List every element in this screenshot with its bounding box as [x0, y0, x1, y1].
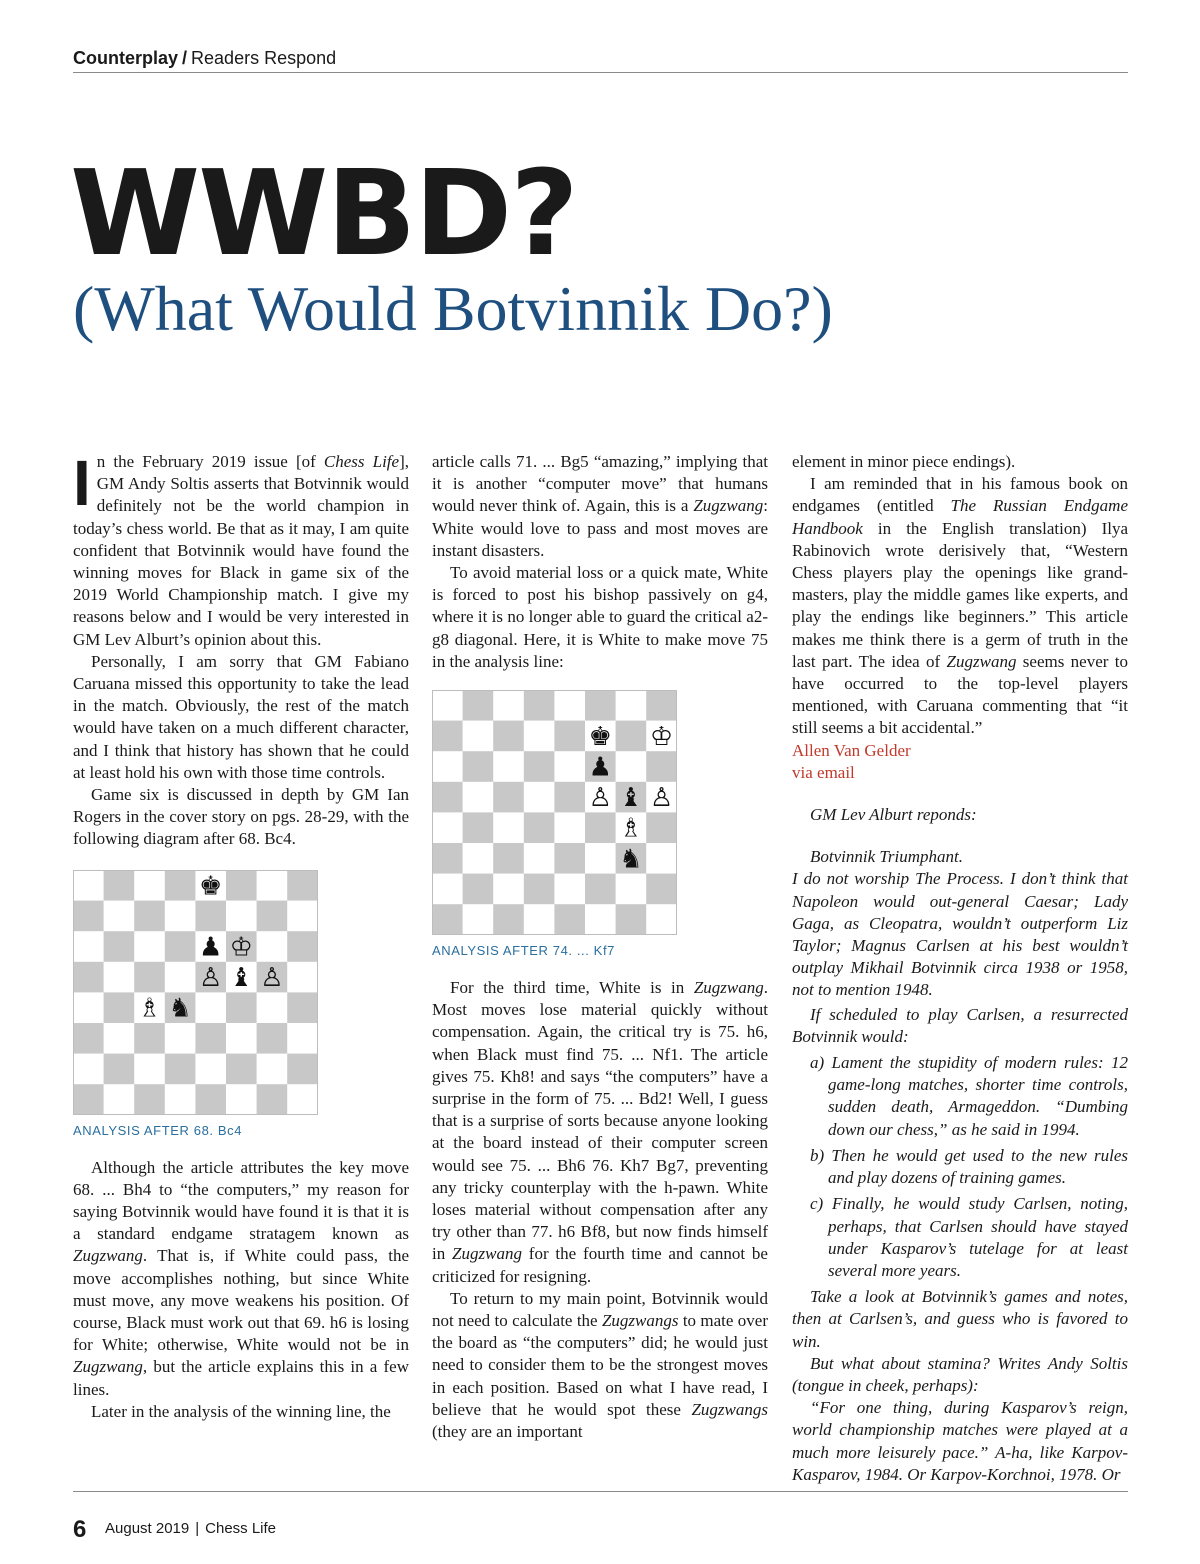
- board-square: [524, 812, 555, 843]
- board-square: [165, 961, 196, 992]
- board-square: [104, 870, 135, 901]
- board-square: [104, 931, 135, 962]
- running-header: [73, 46, 1128, 73]
- board-square: [646, 904, 677, 935]
- letter-source: via email: [792, 762, 855, 782]
- board-square: [195, 1053, 226, 1084]
- board-square: [134, 931, 165, 962]
- board-square: [165, 1023, 196, 1054]
- chess-piece: ♟: [588, 752, 612, 783]
- page-footer: [73, 1491, 1128, 1543]
- board-square: [432, 721, 463, 752]
- text-run: I am reminded that in his famous book on endgames (entitled: [792, 474, 1128, 516]
- chess-piece: ♗: [619, 813, 643, 844]
- chess-piece: ♚: [199, 870, 223, 901]
- chess-piece: ♙: [260, 962, 284, 993]
- board-square: [195, 1084, 226, 1115]
- board-square: [463, 690, 494, 721]
- reply-paragraph: “For one thing, during Kasparov’s reign, world championship matches were played at a much more leisurely pace.” A-ha, like Karpov-Kasparov, 1984. Or Karpov-Korchnoi, 1978. Or: [792, 1398, 1128, 1484]
- diagram-caption: ANALYSIS AFTER 74. ... Kf7: [432, 943, 615, 959]
- letter-paragraph: To avoid material loss or a quick mate, White is forced to post his bishop passively on g4, where it is no longer able to guard the critical a2-g8 diagonal. Here, it is White to make move 75 in the analysis line:: [432, 563, 768, 671]
- text-run: (they are an important: [432, 1422, 583, 1442]
- reply-heading: GM Lev Alburt reponds:: [810, 805, 977, 825]
- text-run: . Most moves lose material quickly without compensation. Again, the critical try is 75. h6, when Black must find 75. ... Nf1. The article gives 75. Kh8! and says “the computers” have a surprise in the form of 75. ... Bd2! Well, I guess that is a surprise of sorts because anyone looking at the board instead of their computer screen would see 75. ... Bh6 76. Kh7 Bg7, preventing any tricky counterplay with the h-pawn. White loses material without compensation after any try other than 77. h6 Bf8, but now finds himself in: [432, 978, 768, 1264]
- text-run: to mate over the board as “the computers” did; he would just need to consider them to be the strongest moves in each position. Based on what I have read, I believe that he would spot these: [432, 1311, 768, 1419]
- term: Zugzwang: [452, 1244, 522, 1264]
- drop-cap: I: [73, 447, 91, 519]
- chess-piece: ♞: [168, 993, 192, 1024]
- board-square: [134, 1053, 165, 1084]
- text-run: . That is, if White could pass, the move accomplishes nothing, but since White must move, any move weakens his position. Of course, Black must work out that 69. h6 is losing for White; otherwise, White would not be in: [73, 1246, 409, 1355]
- board-square: [493, 690, 524, 721]
- board-square: [463, 874, 494, 905]
- board-square: [432, 874, 463, 905]
- board-square: [226, 1023, 257, 1054]
- letter-author: Allen Van Gelder: [792, 740, 911, 760]
- board-square: [257, 992, 288, 1023]
- text-run: for the fourth time and cannot be criticized for resigning.: [432, 1244, 768, 1286]
- board-square: [104, 900, 135, 931]
- text-run: n the February 2019 issue [of: [96, 452, 324, 471]
- board-square: [524, 690, 555, 721]
- board-square: [73, 1084, 104, 1115]
- board-square: [524, 721, 555, 752]
- board-square: [554, 812, 585, 843]
- term: Zugzwang: [693, 496, 764, 516]
- article-title: WWBD?: [70, 144, 577, 282]
- book-title: The Russian Endgame Handbook: [792, 496, 1129, 538]
- board-square: [616, 751, 647, 782]
- board-square: [257, 870, 288, 901]
- board-square: [646, 690, 677, 721]
- letter-paragraph: [432, 451, 768, 562]
- board-square: [585, 904, 616, 935]
- board-square: [73, 961, 104, 992]
- board-square: [646, 874, 677, 905]
- board-square: [165, 870, 196, 901]
- text-run: , but the article explains this in a few lines.: [73, 1357, 409, 1399]
- board-square: [616, 874, 647, 905]
- board-square: [165, 900, 196, 931]
- board-square: [432, 904, 463, 935]
- board-square: [554, 843, 585, 874]
- board-square: [73, 900, 104, 931]
- letter-paragraph: [73, 447, 409, 651]
- page-number: 6: [73, 1516, 87, 1543]
- board-square: [257, 1023, 288, 1054]
- chess-diagram-2: [432, 690, 768, 959]
- board-square: [104, 1084, 135, 1115]
- list-item: c) Finally, he would study Carlsen, noting, perhaps, that Carlsen should have stayed under Kasparov’s tutelage for at least several more years.: [810, 1194, 1128, 1280]
- board-square: [616, 904, 647, 935]
- chess-diagram-1: [73, 870, 409, 1139]
- board-square: [432, 782, 463, 813]
- board-square: [493, 721, 524, 752]
- board-square: [554, 751, 585, 782]
- board-square: [554, 690, 585, 721]
- board-square: [226, 900, 257, 931]
- chess-piece: ♞: [619, 844, 643, 875]
- board-square: [104, 1023, 135, 1054]
- board-square: [493, 843, 524, 874]
- column-1: [73, 447, 409, 1423]
- list-item: b) Then he would get used to the new rules and play dozens of training games.: [810, 1145, 1128, 1188]
- text-run: : White would love to pass and most moves are instant disasters.: [432, 496, 768, 560]
- header-separator: /: [182, 48, 188, 68]
- board-square: [524, 843, 555, 874]
- letter-paragraph: [73, 1157, 409, 1401]
- board-square: [104, 992, 135, 1023]
- board-square: [524, 874, 555, 905]
- term: Zugzwangs: [601, 1311, 679, 1331]
- text-run: For the third time, White is in: [450, 978, 694, 998]
- chess-piece: ♝: [229, 962, 253, 993]
- term: Zugzwang: [946, 651, 1017, 671]
- board-square: [287, 1084, 318, 1115]
- board-square: [226, 870, 257, 901]
- board-square: [287, 1023, 318, 1054]
- board-square: [287, 1053, 318, 1084]
- text-run: article calls 71. ... Bg5 “amazing,” implying that it is another “computer move” that humans would never think of. Again, this is a: [432, 452, 768, 516]
- board-square: [134, 1023, 165, 1054]
- board-square: [585, 874, 616, 905]
- board-square: [524, 751, 555, 782]
- chess-piece: ♗: [137, 993, 162, 1024]
- text-run: seems never to have occurred to the top-level players mentioned, with Caruana commenting that “it still seems a bit accidental.”: [792, 651, 1128, 738]
- board-square: [134, 900, 165, 931]
- board-square: [463, 721, 494, 752]
- column-3: [792, 451, 1128, 1486]
- list-item: a) Lament the stupidity of modern rules: 12 game-long matches, shorter time controls, sudden death, Armageddon. “Dumbing down our chess,” as he said in 1994.: [810, 1053, 1128, 1139]
- letter-paragraph: [432, 977, 768, 1288]
- board-square: [73, 992, 104, 1023]
- board-square: [493, 782, 524, 813]
- chess-piece: ♔: [229, 932, 253, 963]
- board-square: [257, 1053, 288, 1084]
- board-square: [554, 874, 585, 905]
- term: Zugzwangs: [691, 1399, 768, 1419]
- chess-piece: ♝: [619, 783, 643, 814]
- chessboard: [73, 870, 318, 1115]
- reply-paragraph: If scheduled to play Carlsen, a resurrected Botvinnik would:: [792, 1004, 1128, 1046]
- board-square: [287, 961, 318, 992]
- reply-list: [792, 1052, 1128, 1282]
- board-square: [616, 690, 647, 721]
- board-square: [287, 900, 318, 931]
- letter-paragraph: Game six is discussed in depth by GM Ian Rogers in the cover story on pgs. 28-29, with the following diagram after 68. Bc4.: [73, 785, 409, 849]
- board-square: [554, 904, 585, 935]
- footer-separator: |: [195, 1520, 200, 1537]
- term: Zugzwang: [73, 1246, 143, 1266]
- board-square: [524, 904, 555, 935]
- board-square: [524, 782, 555, 813]
- board-square: [463, 812, 494, 843]
- board-square: [554, 721, 585, 752]
- board-square: [493, 904, 524, 935]
- board-square: [257, 900, 288, 931]
- board-square: [165, 1053, 196, 1084]
- board-square: [646, 812, 677, 843]
- board-square: [73, 1053, 104, 1084]
- board-square: [165, 931, 196, 962]
- term: Zugzwang: [693, 978, 764, 998]
- chess-piece: ♙: [649, 783, 674, 814]
- chess-piece: ♚: [588, 721, 612, 752]
- board-square: [134, 870, 165, 901]
- chess-piece: ♙: [199, 962, 223, 993]
- board-square: [134, 1084, 165, 1115]
- board-square: [616, 721, 647, 752]
- text-run: To return to my main point, Botvinnik would not need to calculate the: [432, 1288, 768, 1331]
- board-square: [432, 690, 463, 721]
- board-square: [165, 1084, 196, 1115]
- board-square: [104, 961, 135, 992]
- reply-paragraph: I do not worship The Process. I don’t think that Napoleon would out-general Caesar; Lady Gaga, as Cleopatra, wouldn’t outperform Liz Taylor; Magnus Carlsen at his best wouldn’t outplay Mikhail Botvinnik circa 1938 or 1958, not to mention 1948.: [792, 869, 1128, 1000]
- diagram-caption: ANALYSIS AFTER 68. Bc4: [73, 1122, 243, 1138]
- subsection-name: Readers Respond: [191, 48, 337, 68]
- board-square: [257, 1084, 288, 1115]
- board-square: [432, 843, 463, 874]
- letter-paragraph: Personally, I am sorry that GM Fabiano Caruana missed this opportunity to take the lead in the match. Obviously, the rest of the match would have taken on a much different character, and I think that history has shown that he could at least hold his own with those time controls.: [73, 651, 409, 782]
- board-square: [585, 812, 616, 843]
- board-square: [73, 1023, 104, 1054]
- board-square: [432, 751, 463, 782]
- letter-paragraph: [792, 473, 1128, 739]
- section-name: Counterplay: [73, 48, 179, 68]
- column-2: [432, 451, 768, 1443]
- chess-piece: ♙: [588, 783, 612, 814]
- board-square: [73, 870, 104, 901]
- magazine-name: Chess Life: [205, 1520, 277, 1537]
- board-square: [493, 751, 524, 782]
- text-run: in the English translation) Ilya Rabinovich wrote derisively that, “Western Chess players play the openings like grand-masters, play the middle games like experts, and play the endings like beginners.” This article makes me think there is a germ of truth in the last part. The idea of: [792, 518, 1128, 671]
- text-run: ], GM Andy Soltis asserts that Botvinnik would definitely not be the world champion in today’s chess world. Be that as it may, I am quite confident that Botvinnik would have found the winning moves for Black in game six of the 2019 World Championship match. I give my reasons below and I would be very interested in GM Lev Alburt’s opinion about this.: [73, 452, 409, 649]
- board-square: [554, 782, 585, 813]
- board-square: [493, 812, 524, 843]
- magazine-name: Chess Life: [323, 452, 400, 471]
- chessboard: [432, 690, 677, 935]
- board-square: [585, 843, 616, 874]
- board-square: [463, 843, 494, 874]
- letter-paragraph: [432, 1288, 768, 1443]
- board-square: [463, 904, 494, 935]
- article-subtitle: (What Would Botvinnik Do?): [73, 273, 833, 344]
- board-square: [463, 782, 494, 813]
- footer-info: [105, 1520, 276, 1537]
- board-square: [463, 751, 494, 782]
- board-square: [432, 812, 463, 843]
- board-square: [73, 931, 104, 962]
- term: Zugzwang: [73, 1357, 143, 1377]
- board-square: [646, 751, 677, 782]
- chess-piece: ♔: [649, 721, 674, 752]
- board-square: [195, 1023, 226, 1054]
- board-square: [287, 931, 318, 962]
- chess-piece: ♟: [199, 932, 223, 963]
- board-square: [493, 874, 524, 905]
- letter-paragraph: Later in the analysis of the winning line, the: [91, 1401, 391, 1421]
- issue-date: August 2019: [105, 1520, 190, 1537]
- board-square: [226, 1084, 257, 1115]
- board-square: [134, 961, 165, 992]
- text-run: Although the article attributes the key move 68. ... Bh4 to “the computers,” my reason for saying Botvinnik would have found it is that it is a standard endgame stratagem known as: [73, 1157, 409, 1244]
- board-square: [226, 1053, 257, 1084]
- board-square: [257, 931, 288, 962]
- board-square: [646, 843, 677, 874]
- reply-paragraph: Take a look at Botvinnik’s games and notes, then at Carlsen’s, and guess who is favored to win.: [792, 1287, 1128, 1351]
- board-square: [287, 992, 318, 1023]
- reply-section: [792, 804, 1128, 1486]
- board-square: [287, 870, 318, 901]
- reply-paragraph: But what about stamina? Writes Andy Soltis (tongue in cheek, perhaps):: [792, 1353, 1128, 1395]
- board-square: [104, 1053, 135, 1084]
- board-square: [195, 900, 226, 931]
- letter-paragraph: element in minor piece endings).: [792, 452, 1016, 471]
- board-square: [585, 690, 616, 721]
- reply-paragraph: Botvinnik Triumphant.: [810, 847, 963, 867]
- board-square: [195, 992, 226, 1023]
- board-square: [226, 992, 257, 1023]
